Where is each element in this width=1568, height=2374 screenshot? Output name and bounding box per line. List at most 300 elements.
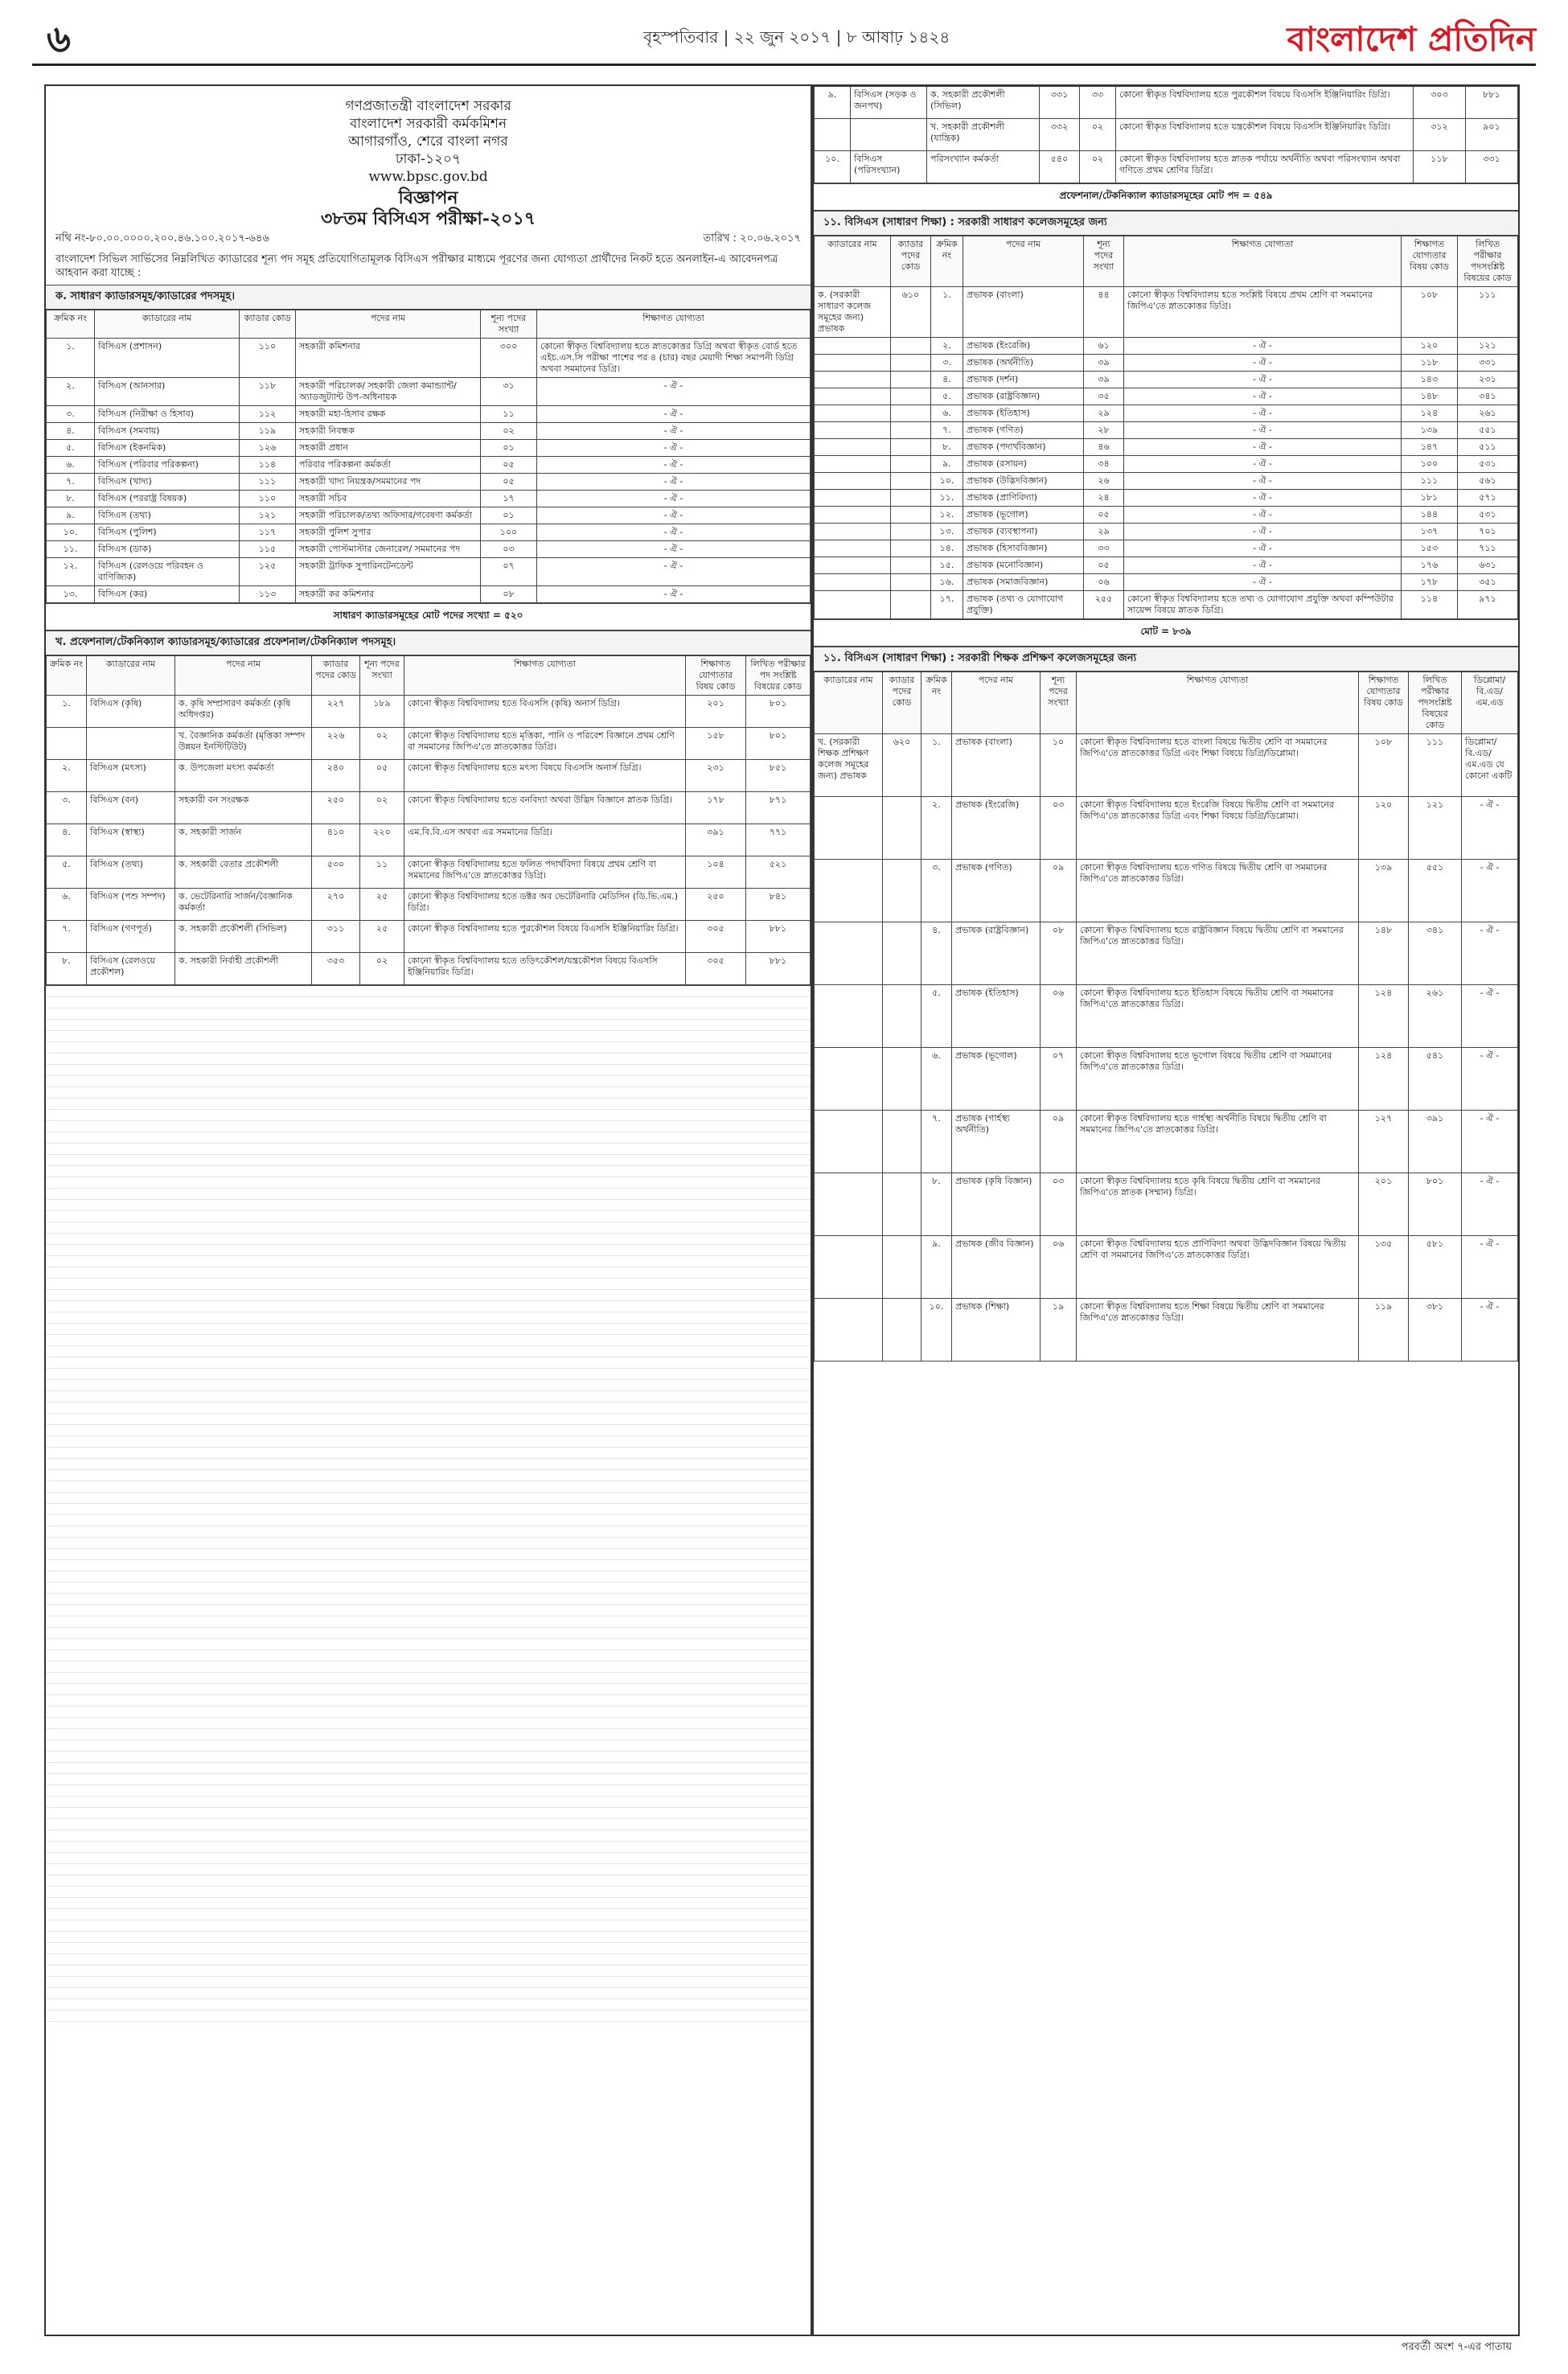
notice-right-column — [812, 84, 1520, 2336]
column-header: পদের নাম — [175, 656, 312, 696]
table-cell: ৩৫১ — [1458, 574, 1518, 591]
table-cell — [815, 1048, 883, 1111]
table-cell: ১৭. — [931, 591, 963, 619]
general-total: সাধারণ ক্যাডারসমূহের মোট পদের সংখ্যা = ৫২০ — [46, 603, 811, 630]
column-header: শূন্য পদের সংখ্যা — [1041, 672, 1077, 734]
table-cell: এম.বি.বি.এস অথবা এর সমমানের ডিগ্রি। — [404, 824, 686, 856]
table-cell — [883, 985, 922, 1048]
table-cell: ২২৭ — [312, 696, 360, 728]
table-cell: প্রভাষক (অর্থনীতি) — [963, 355, 1084, 372]
table-row — [815, 1173, 1518, 1236]
table-cell: ০৫ — [360, 760, 404, 792]
table-cell — [815, 456, 891, 473]
column-header: ক্যাডার পদের কোড — [312, 656, 360, 696]
table-cell — [815, 388, 891, 405]
table-cell — [815, 540, 891, 557]
table-cell: প্রভাষক (বাংলা) — [952, 734, 1041, 797]
header-line-2: বাংলাদেশ সরকারী কর্মকমিশন — [349, 116, 507, 132]
table-cell: প্রভাষক (ব্যবস্থাপনা) — [963, 524, 1084, 540]
table-row — [47, 440, 811, 457]
table-cell: প্রভাষক (ইংরেজি) — [963, 338, 1084, 355]
table-row — [47, 856, 811, 889]
table-cell: ১২. — [931, 507, 963, 524]
right-top-table — [814, 86, 1518, 183]
table-cell: ১১১ — [1402, 473, 1458, 490]
header-line-5: www.bpsc.gov.bd — [368, 169, 488, 185]
table-cell: ৩. — [922, 860, 952, 922]
table-cell: - ঐ - — [1124, 473, 1402, 490]
table-cell — [815, 439, 891, 456]
table-cell: ২৫০ — [312, 792, 360, 824]
table-cell: ৫. — [47, 856, 87, 889]
table-cell: বিসিএস (কৃষি) — [87, 696, 175, 728]
column-header: লিখিত পরীক্ষার পদ সংশ্লিষ্ট বিষয়ের কোড — [746, 656, 811, 696]
table-cell: ০৬ — [1041, 1236, 1077, 1299]
table-cell: - ঐ - — [1462, 860, 1518, 922]
table-cell: বিসিএস (পররাষ্ট্র বিষয়ক) — [95, 491, 240, 507]
table-cell: ১২১ — [1458, 338, 1518, 355]
table-cell: - ঐ - — [537, 541, 811, 558]
table-cell: ৩. — [931, 355, 963, 372]
table-cell: ৮০১ — [1409, 1173, 1462, 1236]
table-cell: ৩৪১ — [1409, 922, 1462, 985]
table-cell: - ঐ - — [1462, 1236, 1518, 1299]
newspaper-logo: বাংলাদেশ প্রতিদিন — [1287, 19, 1536, 59]
table-cell — [815, 557, 891, 574]
table-cell: ক. সহকারী সার্জন — [175, 824, 312, 856]
table-cell — [891, 557, 931, 574]
table-cell: ২. — [47, 378, 95, 406]
table-row — [47, 953, 811, 985]
table-cell: সহকারী কমিশনার — [296, 339, 481, 378]
table-cell: প্রভাষক (ভূগোল) — [963, 507, 1084, 524]
column-header: ক্রমিক নং — [47, 310, 95, 339]
table-cell: - ঐ - — [537, 440, 811, 457]
column-header: ক্রমিক নং — [922, 672, 952, 734]
table-cell: - ঐ - — [1124, 405, 1402, 422]
table-cell: ২৬১ — [1458, 405, 1518, 422]
table-cell: ০৭ — [1041, 1048, 1077, 1111]
table-row — [815, 287, 1518, 338]
table-cell: ২৪ — [1084, 490, 1124, 507]
table-cell: কোনো স্বীকৃত বিশ্ববিদ্যালয় হতে কৃষি বিষয়ে দ্বিতীয় শ্রেণি বা সমমানের জিপিএ'তে স্নাতক (সম্মান) ডিগ্রি। — [1077, 1173, 1359, 1236]
table-cell: - ঐ - — [1124, 574, 1402, 591]
table-row — [815, 490, 1518, 507]
header-line-4: ঢাকা-১২০৭ — [395, 151, 462, 167]
table-cell: ১৩. — [931, 524, 963, 540]
table-cell: ক. কৃষি সম্প্রসারণ কর্মকর্তা (কৃষি অধিদপ্তর) — [175, 696, 312, 728]
table-cell: ১. — [931, 287, 963, 338]
table-cell: ০৮ — [1041, 922, 1077, 985]
column-header: শিক্ষাগত যোগ্যতা — [1124, 236, 1402, 287]
table-cell — [851, 119, 927, 151]
table-cell: ৬২০ — [883, 734, 922, 797]
table-cell: ০৫ — [481, 457, 537, 474]
table-cell: ০৯ — [1041, 1111, 1077, 1173]
table-cell: - ঐ - — [1124, 422, 1402, 439]
table-row — [815, 591, 1518, 619]
table-cell — [815, 860, 883, 922]
column-header: ক্যাডারের নাম — [815, 236, 891, 287]
table-row — [815, 388, 1518, 405]
table-cell: ৪. — [931, 372, 963, 388]
table-cell: বিসিএস (প্রশাসন) — [95, 339, 240, 378]
table-cell: - ঐ - — [537, 558, 811, 586]
dateline: বৃহস্পতিবার | ২২ জুন ২০১৭ | ৮ আষাঢ় ১৪২৪ — [643, 27, 950, 47]
table-cell: প্রভাষক (ইতিহাস) — [952, 985, 1041, 1048]
table-cell: ৩৩১ — [1466, 151, 1518, 183]
table-cell: - ঐ - — [1124, 456, 1402, 473]
table-cell: ৬. — [931, 405, 963, 422]
table-row — [47, 524, 811, 541]
table-cell: ১২১ — [240, 507, 296, 524]
section-b-label: খ. প্রফেশনাল/টেকনিক্যাল ক্যাডারসমূহ/ক্যাডারের প্রফেশনাল/টেকনিক্যাল পদসমূহ। — [46, 630, 811, 655]
table-cell — [815, 922, 883, 985]
table-cell: ৫৫১ — [1409, 860, 1462, 922]
table-cell: সহকারী প্রধান — [296, 440, 481, 457]
table-cell: ৩৩১ — [1458, 355, 1518, 372]
table-cell — [883, 1048, 922, 1111]
table-cell — [891, 388, 931, 405]
table-cell: বিসিএস (খাদ্য) — [95, 474, 240, 491]
table-cell — [87, 728, 175, 760]
table-cell: বিসিএস (বন) — [87, 792, 175, 824]
table-cell: কোনো স্বীকৃত বিশ্ববিদ্যালয় হতে গণিত বিষয়ে দ্বিতীয় শ্রেণি বা সমমানের জিপিএ'তে স্নাতকোত্তর ডিগ্রি। — [1077, 860, 1359, 922]
table-cell: প্রভাষক (শিক্ষা) — [952, 1299, 1041, 1362]
table-cell: ১১৩ — [240, 586, 296, 603]
column-header: ক্রমিক নং — [47, 656, 87, 696]
column-header: পদের নাম — [952, 672, 1041, 734]
table-row — [47, 507, 811, 524]
table-cell: সহকারী মহা-হিসাব রক্ষক — [296, 406, 481, 423]
table-cell: সহকারী কর কমিশনার — [296, 586, 481, 603]
table-cell: ৩০০ — [481, 339, 537, 378]
table-cell: ০৫ — [481, 474, 537, 491]
table-cell: ৩৪১ — [1458, 388, 1518, 405]
table-cell: ক. সহকারী নির্বাহী প্রকৌশলী — [175, 953, 312, 985]
table-cell: ১৩৫ — [1359, 1236, 1409, 1299]
table-cell: সহকারী পরিচালক/তথ্য অফিসার/গবেষণা কর্মকর্তা — [296, 507, 481, 524]
table-cell: ৯. — [815, 87, 851, 119]
table-cell: ৪১০ — [312, 824, 360, 856]
table-cell: ২৫০ — [686, 889, 746, 921]
intro-paragraph: বাংলাদেশ সিভিল সার্ভিসের নিম্নলিখিত ক্যাডারের শূন্য পদ সমূহ প্রতিযোগিতামূলক বিসিএস পরীক্ষার মাধ্যমে পূরণের জন্য যোগ্যতা প্রার্থীদের নিকট হতে অনলাইন-এ আবেদনপত্র আহবান করা যাচ্ছে : — [55, 253, 778, 279]
table-cell: ১৫৩ — [1402, 540, 1458, 557]
table-cell — [815, 338, 891, 355]
table-cell: ০৩ — [481, 541, 537, 558]
column-header: ক্যাডারের নাম — [815, 672, 883, 734]
table-cell — [815, 1173, 883, 1236]
table-cell — [815, 1299, 883, 1362]
table-cell: ৪৬ — [1084, 439, 1124, 456]
table-cell: ১. — [47, 696, 87, 728]
table-cell: - ঐ - — [1124, 355, 1402, 372]
table-cell: বিসিএস (পরিবার পরিকল্পনা) — [95, 457, 240, 474]
table-cell: - ঐ - — [1462, 1048, 1518, 1111]
table-cell: ৭৭১ — [746, 824, 811, 856]
table-cell: ৮৮১ — [1466, 87, 1518, 119]
table-cell: ৫৪১ — [1409, 1048, 1462, 1111]
table-cell: ক. উপজেলা মৎস্য কর্মকর্তা — [175, 760, 312, 792]
table-cell: প্রভাষক (রাষ্ট্রবিজ্ঞান) — [963, 388, 1084, 405]
table-cell — [815, 355, 891, 372]
table-cell: ৩৮১ — [1409, 1299, 1462, 1362]
table-cell: প্রভাষক (প্রাণিবিদ্যা) — [963, 490, 1084, 507]
table-cell: ১০৮ — [1359, 734, 1409, 797]
table-cell: প্রভাষক (কৃষি বিজ্ঞান) — [952, 1173, 1041, 1236]
table-cell: ১২. — [47, 558, 95, 586]
table-cell: ৬. — [47, 457, 95, 474]
column-header: শিক্ষাগত যোগ্যতার বিষয় কোড — [1402, 236, 1458, 287]
table-cell: ১১৮ — [240, 378, 296, 406]
table-cell — [891, 355, 931, 372]
table-cell — [815, 574, 891, 591]
table-cell: ২৯ — [1084, 524, 1124, 540]
column-header: ক্যাডার পদের কোড — [891, 236, 931, 287]
table-cell: ২৬ — [1084, 473, 1124, 490]
table-row — [47, 760, 811, 792]
table-row — [47, 792, 811, 824]
table-cell: ২৩১ — [1458, 372, 1518, 388]
table-cell: ৯০১ — [1466, 119, 1518, 151]
table-cell: ৫৩১ — [1458, 456, 1518, 473]
table-cell — [883, 1173, 922, 1236]
table-cell: ৬১ — [1084, 338, 1124, 355]
table-row — [815, 456, 1518, 473]
notice-left-column — [44, 84, 812, 2336]
column-header: শিক্ষাগত যোগ্যতা — [404, 656, 686, 696]
table-cell: ১৬. — [931, 574, 963, 591]
column-header: ক্যাডার কোড — [240, 310, 296, 339]
table-cell: ৮০১ — [746, 696, 811, 728]
table-cell: ১৪৮ — [1402, 388, 1458, 405]
table-cell: ০৩ — [1041, 797, 1077, 860]
table-cell: ২০১ — [1359, 1173, 1409, 1236]
table-cell: ০২ — [1080, 151, 1116, 183]
table-cell: খ. (সরকারী শিক্ষক প্রশিক্ষণ কলেজ সমূহের জন্য) প্রভাষক — [815, 734, 883, 797]
table-cell: কোনো স্বীকৃত বিশ্ববিদ্যালয় হতে পুরকৌশল বিষয়ে বিএসসি ইঞ্জিনিয়ারিং ডিগ্রি। — [1116, 87, 1414, 119]
table-cell: কোনো স্বীকৃত বিশ্ববিদ্যালয় হতে শিক্ষা বিষয়ে দ্বিতীয় শ্রেণি বা সমমানের জিপিএ'তে স্নাতকোত্তর ডিগ্রি। — [1077, 1299, 1359, 1362]
table-cell: ১৪৩ — [1402, 372, 1458, 388]
table-row — [815, 372, 1518, 388]
column-header: শিক্ষাগত যোগ্যতার বিষয় কোড — [686, 656, 746, 696]
table-cell: ৯. — [922, 1236, 952, 1299]
notice-date: তারিখ : ২০.০৬.২০১৭ — [703, 232, 801, 244]
table-cell: কোনো স্বীকৃত বিশ্ববিদ্যালয় হতে পুরকৌশল বিষয়ে বিএসসি ইঞ্জিনিয়ারিং ডিগ্রি। — [404, 921, 686, 953]
table-cell — [815, 490, 891, 507]
table-cell — [815, 591, 891, 619]
table-cell: - ঐ - — [1462, 922, 1518, 985]
column-header: ক্রমিক নং — [931, 236, 963, 287]
table-cell: কোনো স্বীকৃত বিশ্ববিদ্যালয় হতে তথ্য ও যোগাযোগ প্রযুক্তি অথবা কম্পিউটার সায়েন্স বিষয়ে স্নাতক ডিগ্রি। — [1124, 591, 1402, 619]
education-general-table — [814, 236, 1518, 619]
table-cell: ০১ — [481, 440, 537, 457]
table-cell: ১১৮ — [1402, 355, 1458, 372]
table-row — [815, 985, 1518, 1048]
table-cell: ৩. — [47, 792, 87, 824]
table-cell: ৭. — [47, 474, 95, 491]
table-cell: ৫. — [47, 440, 95, 457]
table-cell: ১৮৯ — [360, 696, 404, 728]
table-cell: প্রভাষক (ইতিহাস) — [963, 405, 1084, 422]
table-cell: - ঐ - — [1462, 1173, 1518, 1236]
table-cell: প্রভাষক (ভূগোল) — [952, 1048, 1041, 1111]
table-cell: বিসিএস (পুলিশ) — [95, 524, 240, 541]
table-cell: - ঐ - — [537, 507, 811, 524]
table-cell: খ. বৈজ্ঞানিক কর্মকর্তা (মৃত্তিকা সম্পদ উন্নয়ন ইনস্টিটিউট) — [175, 728, 312, 760]
table-cell: কোনো স্বীকৃত বিশ্ববিদ্যালয় হতে ইতিহাস বিষয়ে দ্বিতীয় শ্রেণি বা সমমানের জিপিএ'তে স্নাতকোত্তর ডিগ্রি। — [1077, 985, 1359, 1048]
table-cell: প্রভাষক (দর্শন) — [963, 372, 1084, 388]
table-cell: বিসিএস (ডাক) — [95, 541, 240, 558]
table-cell — [891, 422, 931, 439]
table-cell: ১২৪ — [1359, 1048, 1409, 1111]
table-cell: ৬৩১ — [1458, 557, 1518, 574]
table-cell — [883, 860, 922, 922]
table-cell: বিসিএস (পরিসংখ্যান) — [851, 151, 927, 183]
table-row — [815, 151, 1518, 183]
table-cell: - ঐ - — [1124, 540, 1402, 557]
table-cell: ২৭০ — [312, 889, 360, 921]
table-cell — [891, 405, 931, 422]
table-cell: ১০ — [1041, 734, 1077, 797]
table-cell: সহকারী পরিচালক/ সহকারী জেলা কমান্ড্যান্ট/অ্যাডজুট্যান্ট উপ-অধিনায়ক — [296, 378, 481, 406]
column-header: লিখিত পরীক্ষার পদসংশ্লিষ্ট বিষয়ের কোড — [1409, 672, 1462, 734]
table-cell: ১৮১ — [1402, 490, 1458, 507]
table-cell: ২৯ — [1084, 405, 1124, 422]
notice-subtitle: ৩৮তম বিসিএস পরীক্ষা-২০১৭ — [320, 208, 536, 229]
table-cell — [883, 1299, 922, 1362]
table-row — [47, 491, 811, 507]
table-row — [47, 889, 811, 921]
table-cell: ৪. — [922, 922, 952, 985]
column-header: পদের নাম — [963, 236, 1084, 287]
table-cell: ১৩. — [47, 586, 95, 603]
table-cell: কোনো স্বীকৃত বিশ্ববিদ্যালয় হতে রাষ্ট্রবিজ্ঞান বিষয়ে দ্বিতীয় শ্রেণি বা সমমানের জিপিএ'তে স্নাতকোত্তর ডিগ্রি। — [1077, 922, 1359, 985]
table-cell: ১১ — [360, 856, 404, 889]
table-cell: বিসিএস (আনসার) — [95, 378, 240, 406]
reference-line — [46, 228, 811, 251]
table-cell: ১০৮ — [1402, 287, 1458, 338]
table-cell: ৩১১ — [312, 921, 360, 953]
table-cell: ২৫ — [360, 921, 404, 953]
table-cell: বিসিএস (নিরীক্ষা ও হিসাব) — [95, 406, 240, 423]
table-cell: সহকারী ট্রাফিক সুপারিনটেনডেন্ট — [296, 558, 481, 586]
general-cadre-table — [46, 310, 811, 603]
table-cell: ০২ — [481, 423, 537, 440]
table-cell: বিসিএস (কর) — [95, 586, 240, 603]
column-header: লিখিত পরীক্ষার পদসংশ্লিষ্ট বিষয়ের কোড — [1458, 236, 1518, 287]
table-cell: ৮০১ — [746, 728, 811, 760]
table-cell: সহকারী সচিব — [296, 491, 481, 507]
table-cell: ১২৪ — [1359, 985, 1409, 1048]
table-cell: সহকারী বন সংরক্ষক — [175, 792, 312, 824]
table-cell: কোনো স্বীকৃত বিশ্ববিদ্যালয় হতে ফলিত পদার্থবিদ্যা বিষয়ে প্রথম শ্রেণি বা সমমানের জিপিএ'তে স্নাতকোত্তর ডিগ্রি। — [404, 856, 686, 889]
table-cell: - ঐ - — [1462, 1111, 1518, 1173]
table-cell: কোনো স্বীকৃত বিশ্ববিদ্যালয় হতে যন্ত্রকৌশল বিষয়ে বিএসসি ইঞ্জিনিয়ারিং ডিগ্রি। — [1116, 119, 1414, 151]
table-row — [815, 87, 1518, 119]
table-cell: কোনো স্বীকৃত বিশ্ববিদ্যালয় হতে ডক্টর অব ভেটেরিনারি মেডিসিন (ডি.ভি.এম.) ডিগ্রি। — [404, 889, 686, 921]
table-cell: প্রভাষক (জীব বিজ্ঞান) — [952, 1236, 1041, 1299]
table-cell — [891, 456, 931, 473]
table-cell: ১৫. — [931, 557, 963, 574]
table-cell: ১১৯ — [1359, 1299, 1409, 1362]
table-row — [47, 586, 811, 603]
table-row — [815, 439, 1518, 456]
table-cell: ৫. — [922, 985, 952, 1048]
table-cell: ০২ — [1080, 119, 1116, 151]
table-cell: ০৩ — [1041, 1173, 1077, 1236]
table-cell: ৩৫ — [1084, 388, 1124, 405]
table-row — [815, 1236, 1518, 1299]
table-cell — [815, 524, 891, 540]
table-cell: সহকারী খাদ্য নিয়ন্ত্রক/সমমানের পদ — [296, 474, 481, 491]
table-cell: ১২৬ — [240, 440, 296, 457]
table-cell: ৩১ — [481, 378, 537, 406]
table-cell: ১৭৮ — [1402, 574, 1458, 591]
table-cell: প্রভাষক (রসায়ন) — [963, 456, 1084, 473]
table-cell: - ঐ - — [537, 524, 811, 541]
table-cell — [883, 797, 922, 860]
table-continuation — [46, 985, 811, 2031]
table-cell: ৭০১ — [1458, 524, 1518, 540]
table-cell: বিসিএস (সমবায়) — [95, 423, 240, 440]
table-cell — [815, 1236, 883, 1299]
table-cell: - ঐ - — [1124, 524, 1402, 540]
table-row — [815, 473, 1518, 490]
table-cell: ২৪০ — [312, 760, 360, 792]
table-cell: ৮৮১ — [746, 921, 811, 953]
table-cell: ১০. — [47, 524, 95, 541]
table-cell: ৭. — [922, 1111, 952, 1173]
table-row — [815, 574, 1518, 591]
table-cell: ১১১ — [1458, 287, 1518, 338]
table-cell: ১৩৯ — [1359, 860, 1409, 922]
table-cell: ৩৩ — [1080, 87, 1116, 119]
table-cell: ১৪. — [931, 540, 963, 557]
table-cell: ৪৪ — [1084, 287, 1124, 338]
table-cell: ০৭ — [481, 558, 537, 586]
table-cell: কোনো স্বীকৃত বিশ্ববিদ্যালয় হতে প্রাণিবিদ্যা অথবা উদ্ভিদবিজ্ঞান বিষয়ে দ্বিতীয় শ্রেণি বা সমমানের জিপিএ'তে স্নাতকোত্তর ডিগ্রি। — [1077, 1236, 1359, 1299]
column-header: শিক্ষাগত যোগ্যতা — [1077, 672, 1359, 734]
table-cell: ৩৪ — [1084, 456, 1124, 473]
table-cell: কোনো স্বীকৃত বিশ্ববিদ্যালয় হতে স্নাতক পর্যায়ে অর্থনীতি অথবা পরিসংখ্যান অথবা গণিতে প্রথম শ্রেণির ডিগ্রি। — [1116, 151, 1414, 183]
table-cell: ৬১০ — [891, 287, 931, 338]
table-cell: ৫৬১ — [1458, 473, 1518, 490]
table-cell: ২৬১ — [1409, 985, 1462, 1048]
table-cell: ১২১ — [1409, 797, 1462, 860]
table-cell: - ঐ - — [1124, 557, 1402, 574]
table-row — [815, 734, 1518, 797]
table-cell: বিসিএস (তথ্য) — [87, 856, 175, 889]
table-cell — [883, 1236, 922, 1299]
table-cell: ২. — [922, 797, 952, 860]
table-row — [815, 922, 1518, 985]
table-cell: ক. সহকারী প্রকৌশলী (সিভিল) — [927, 87, 1040, 119]
table-cell — [815, 797, 883, 860]
table-cell: ১০. — [815, 151, 851, 183]
table-cell — [891, 574, 931, 591]
notice-title: বিজ্ঞাপন — [398, 187, 458, 208]
table-row — [47, 378, 811, 406]
ref-number: নথি নং-৮০.০০.০০০০.২০০.৪৬.১০০.২০১৭-৬৪৬ — [55, 232, 269, 244]
table-cell: ৪. — [47, 824, 87, 856]
table-cell: ২৫৫ — [1084, 591, 1124, 619]
table-cell: পরিসংখ্যান কর্মকর্তা — [927, 151, 1040, 183]
continued-note: পরবর্তী অংশ ৭-এর পাতায় — [1401, 2341, 1512, 2353]
table-cell — [47, 728, 87, 760]
table-cell — [815, 1111, 883, 1173]
table-cell: ৭১১ — [1458, 540, 1518, 557]
